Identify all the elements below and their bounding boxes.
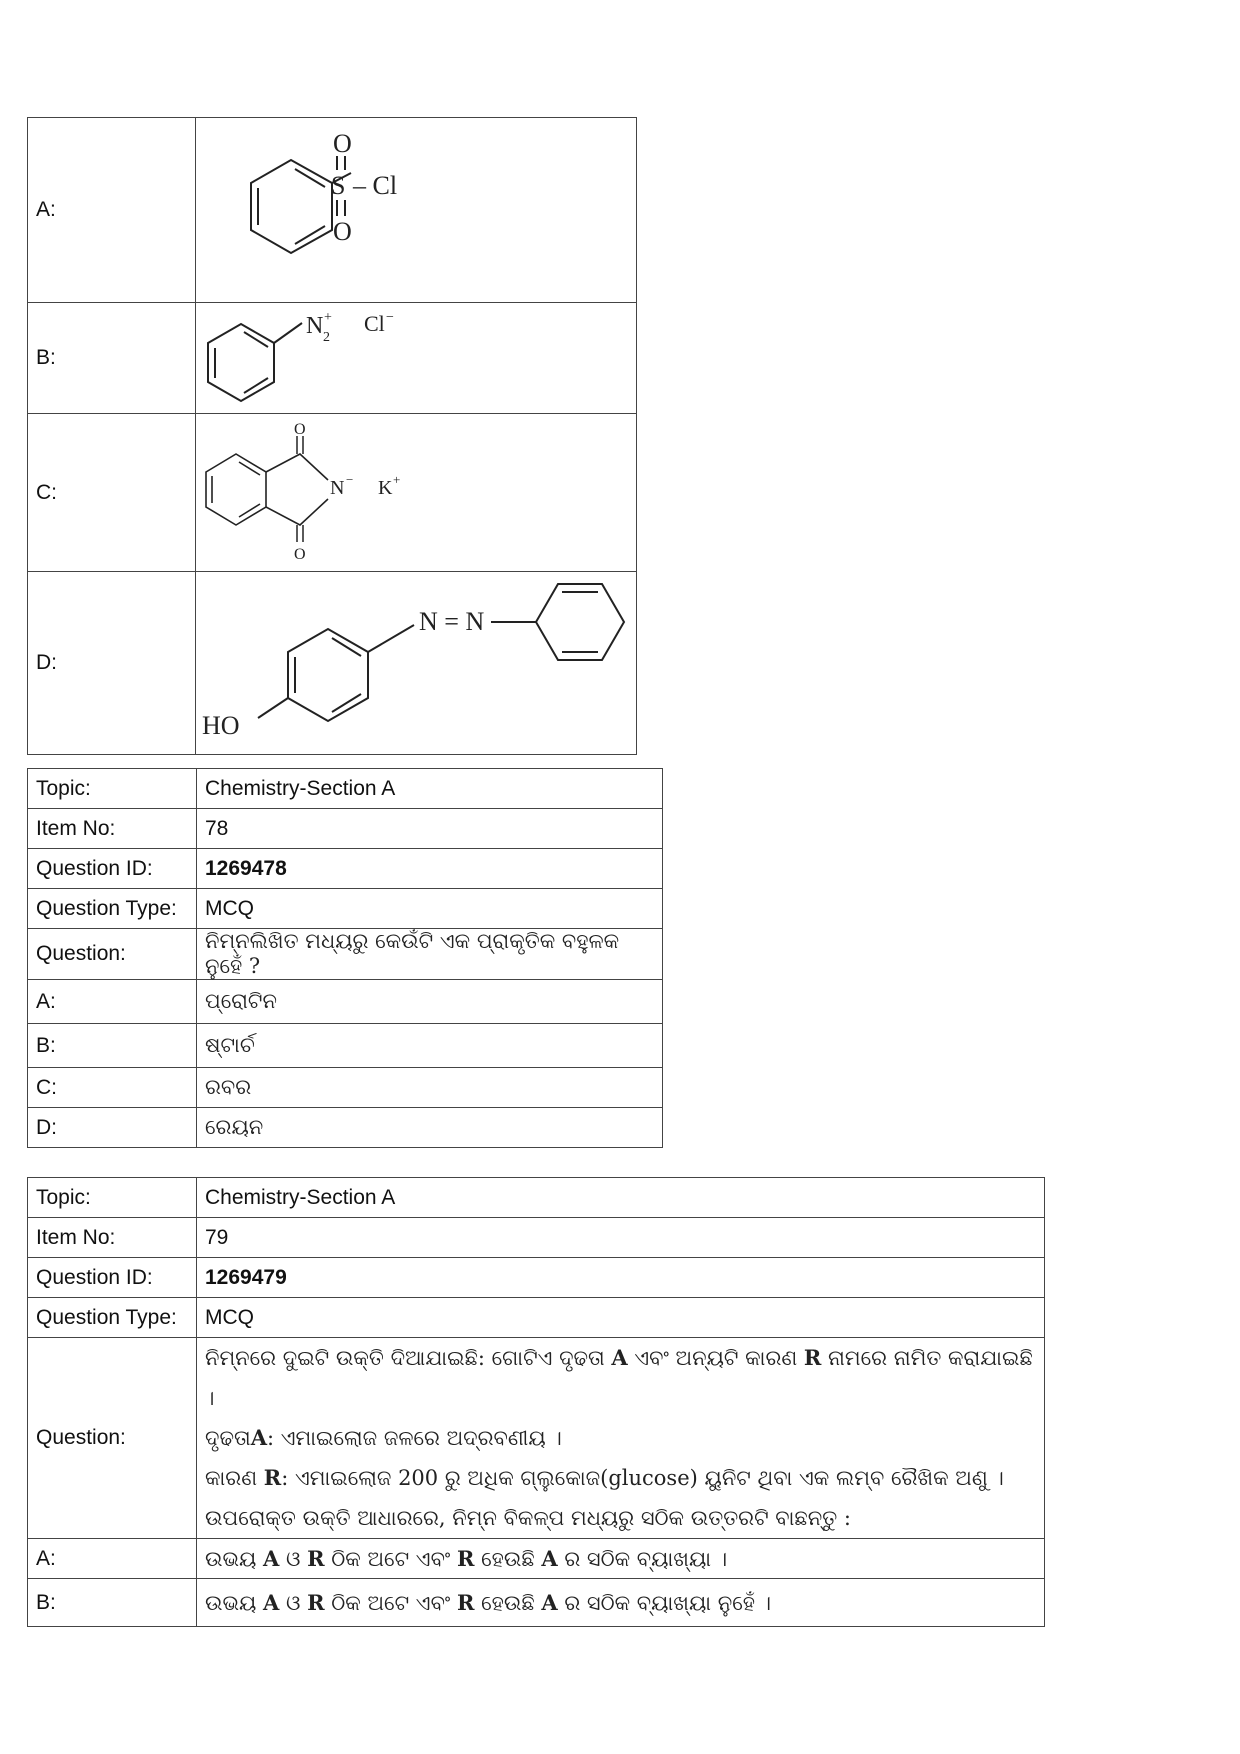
benzenesulfonyl-chloride-structure [196,118,636,296]
svg-text:HO: HO [202,711,240,740]
question-79-table [27,1177,1045,1627]
option-label: B: [28,303,196,414]
option-text: ଉଭୟ A ଓ R ଠିକ ଅଟେ ଏବଂ R ହେଉଛି A ର ସଠିକ ବ୍ୟାଖ୍ୟା ନୁହେଁ । [197,1579,1045,1627]
svg-text:N: N [330,477,345,499]
svg-text:+: + [324,310,332,325]
svg-text:O: O [333,129,352,158]
option-label: A: [28,1539,197,1579]
potassium-phthalimide-structure [196,414,636,565]
option-row [28,572,637,755]
option-label: A: [28,118,196,303]
question-label: Question: [28,1338,197,1539]
svg-text:S: S [331,171,346,200]
structure-options-table [27,117,637,755]
option-text: ଷ୍ଟାର୍ଚ [197,1024,663,1068]
svg-text:N = N: N = N [419,607,485,636]
topic-label: Topic: [28,769,197,809]
option-label: B: [28,1024,197,1068]
topic-value: Chemistry-Section A [197,1178,1045,1218]
question-line: ଦୃଢତାA: ଏମାଇଲୋଜ ଜଳରେ ଅଦ୍ରବଣୀୟ । [205,1425,562,1450]
option-row [28,414,637,572]
structure-d [196,572,637,755]
svg-text:– Cl: – Cl [353,171,398,200]
option-label: C: [28,414,196,572]
question-line: କାରଣ R: ଏମାଇଲୋଜ 200 ରୁ ଅଧିକ ଗ୍ଲୁକୋଜ(glucose) ୟୁନିଟ ଥିବା ଏକ ଲମ୍ବ ରୈଖିକ ଅଣୁ । [205,1465,1004,1490]
svg-text:N: N [306,313,324,339]
option-text: ଉଭୟ A ଓ R ଠିକ ଅଟେ ଏବଂ R ହେଉଛି A ର ସଠିକ ବ୍ୟାଖ୍ୟା । [197,1539,1045,1579]
question-line: ନିମ୍ନରେ ଦୁଇଟି ଉକ୍ତି ଦିଆଯାଇଛି: ଗୋଟିଏ ଦୃଢତା A ଏବଂ ଅନ୍ୟଟି କାରଣ R ନାମରେ ନାମିତ କରାଯାଇଛି । [205,1345,1033,1410]
option-row [28,303,637,414]
item-no-value: 78 [197,809,663,849]
question-text: ନିମ୍ନଲିଖିତ ମଧ୍ୟରୁ କେଉଁଟି ଏକ ପ୍ରାକୃତିକ ବହୁଳକ ନୁହେଁ ? [197,929,663,980]
question-type-label: Question Type: [28,1298,197,1338]
svg-text:O: O [333,217,352,246]
question-id-value: 1269478 [197,849,663,889]
question-id-label: Question ID: [28,1258,197,1298]
option-label: D: [28,572,196,755]
option-text: ରବର [197,1068,663,1108]
svg-text:K: K [378,477,393,499]
svg-text:−: − [386,310,394,325]
benzenediazonium-chloride-structure [196,303,636,407]
svg-text:Cl: Cl [364,311,385,336]
option-text: ରେୟନ [197,1108,663,1148]
topic-label: Topic: [28,1178,197,1218]
option-label: A: [28,980,197,1024]
option-text: ପ୍ରୋଟିନ [197,980,663,1024]
topic-value: Chemistry-Section A [197,769,663,809]
structure-c [196,414,637,572]
question-id-label: Question ID: [28,849,197,889]
question-78-table [27,768,663,1148]
question-type-value: MCQ [197,889,663,929]
structure-b [196,303,637,414]
svg-text:2: 2 [323,330,330,345]
svg-text:+: + [393,472,401,487]
question-text [197,1338,1045,1539]
question-line: ଉପରୋକ୍ତ ଉକ୍ତି ଆଧାରରେ, ନିମ୍ନ ବିକଳ୍ପ ମଧ୍ୟରୁ ସଠିକ ଉତ୍ତରଟି ବାଛନ୍ତୁ : [205,1506,851,1530]
svg-text:−: − [346,472,354,487]
question-id-value: 1269479 [197,1258,1045,1298]
option-label: D: [28,1108,197,1148]
question-type-label: Question Type: [28,889,197,929]
option-row [28,118,637,303]
question-type-value: MCQ [197,1298,1045,1338]
item-no-label: Item No: [28,1218,197,1258]
option-label: B: [28,1579,197,1627]
item-no-label: Item No: [28,809,197,849]
item-no-value: 79 [197,1218,1045,1258]
option-label: C: [28,1068,197,1108]
question-label: Question: [28,929,197,980]
structure-a [196,118,637,303]
hydroxyazobenzene-structure [196,572,636,748]
svg-text:O: O [294,546,306,563]
svg-text:O: O [294,421,306,438]
